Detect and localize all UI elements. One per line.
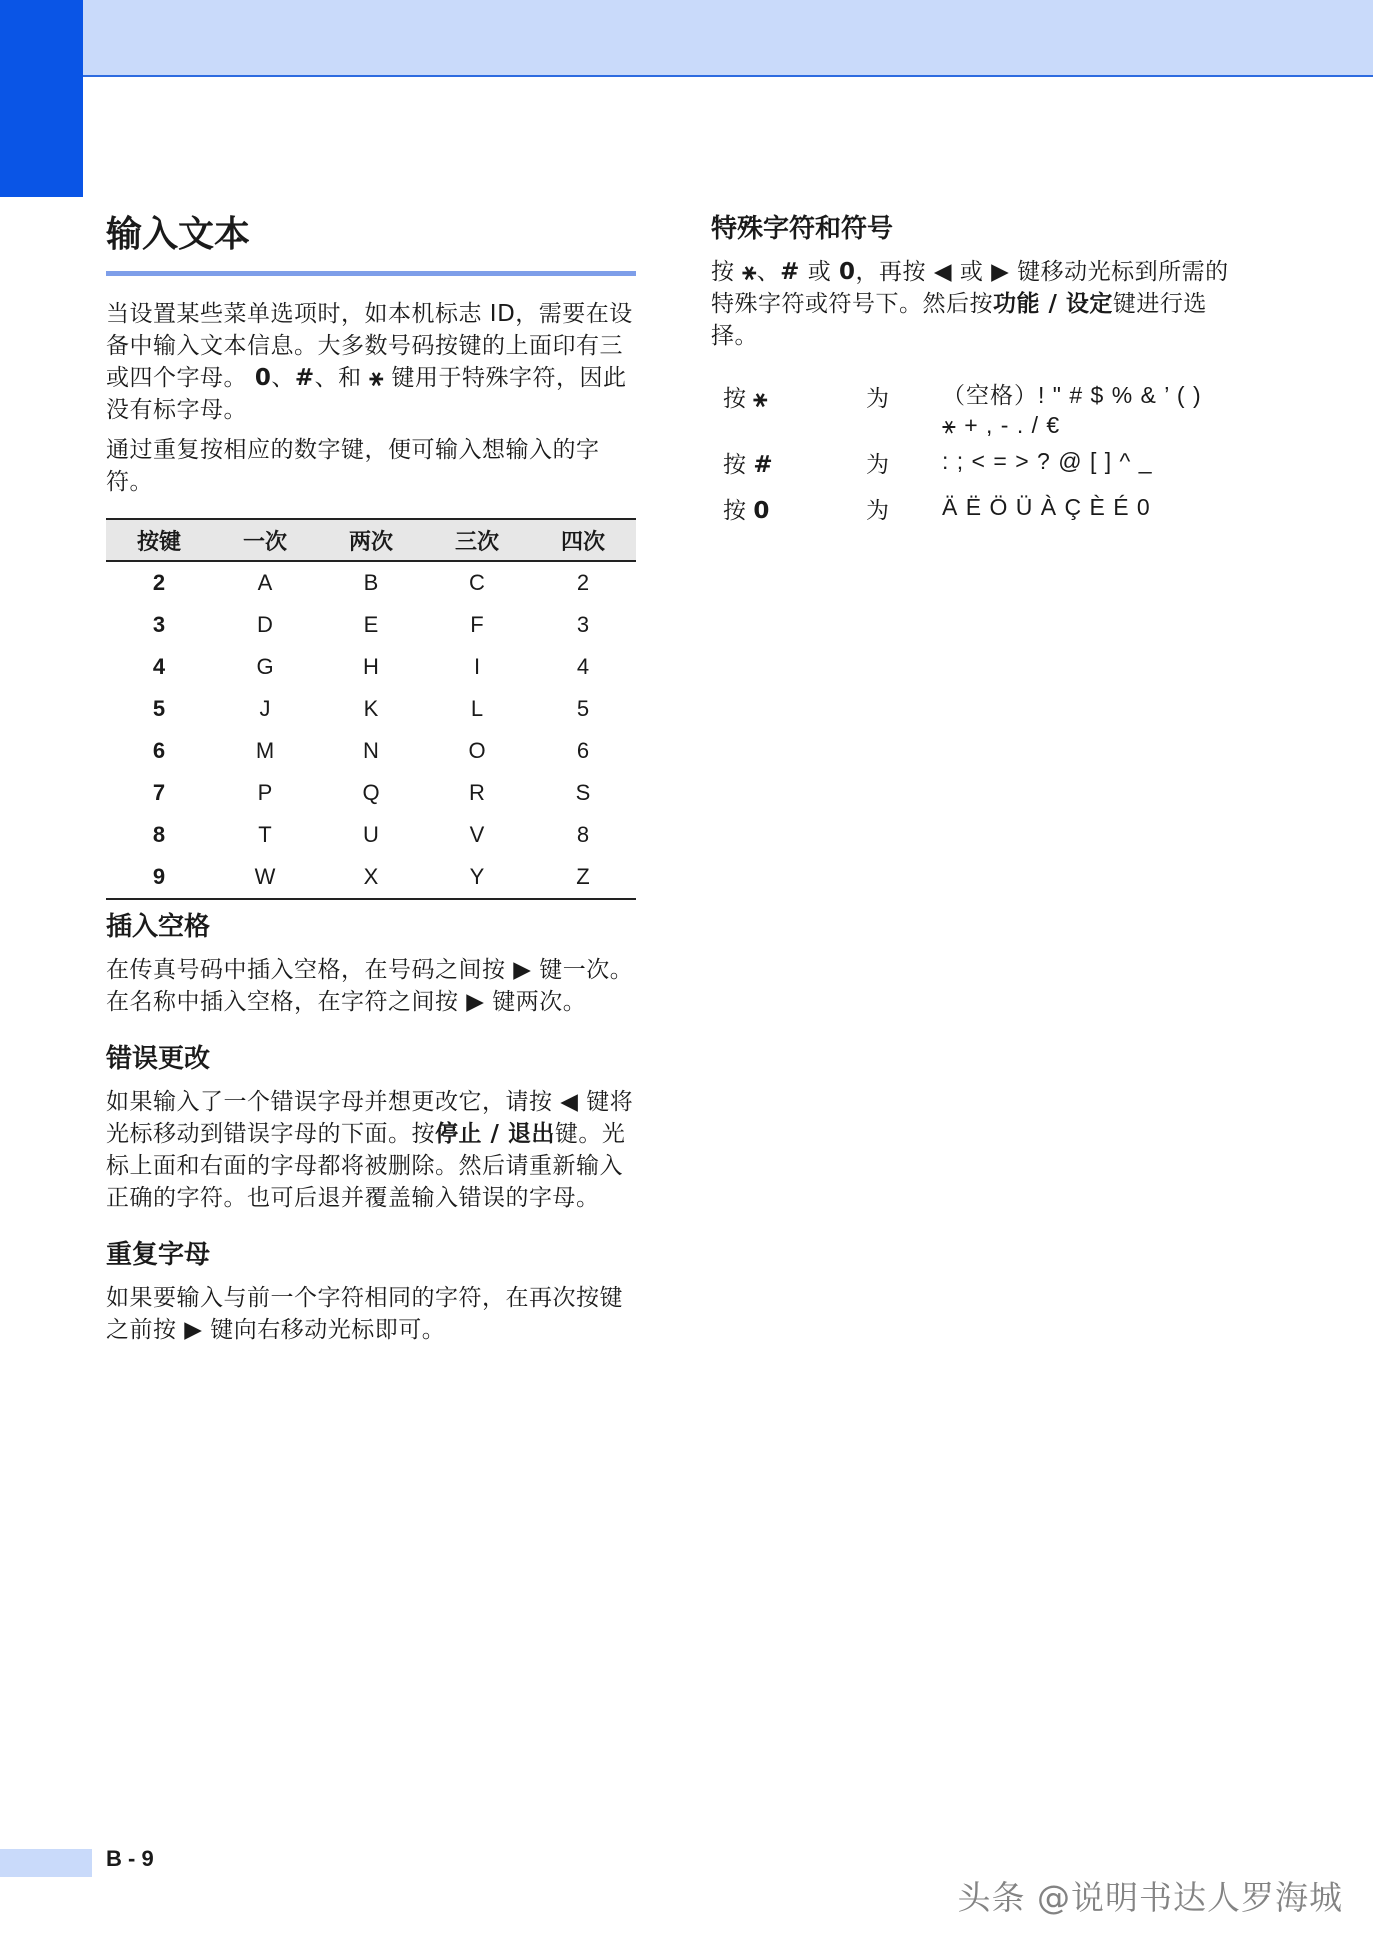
corrections-heading: 错误更改 bbox=[106, 1044, 211, 1074]
key-star: ⚹ bbox=[742, 259, 757, 285]
table-row: 5 J K L 5 bbox=[152, 696, 590, 721]
symbol-table bbox=[711, 380, 1251, 532]
key-hash: # bbox=[780, 259, 800, 285]
table-header: 一次 bbox=[212, 519, 318, 561]
insert-space-heading: 插入空格 bbox=[106, 912, 211, 942]
table-row: 6 M N O 6 bbox=[152, 738, 590, 763]
repeating-text: 如果要输入与前一个字符相同的字符，在再次按键之前按 ▶ 键向右移动光标即可。 bbox=[106, 1285, 623, 1343]
special-chars-heading: 特殊字符和符号 bbox=[711, 214, 894, 244]
page-number: B - 9 bbox=[106, 1846, 154, 1871]
right-column bbox=[711, 210, 1251, 538]
table-row: 4 G H I 4 bbox=[152, 654, 590, 679]
table-row: 3 D E F 3 bbox=[152, 612, 590, 637]
symbol-row: 按 ⚹ 为 （空格）! " # $ % & ’ ( ) ⚹ + , - . / € bbox=[723, 382, 1202, 438]
chapter-tab bbox=[0, 0, 83, 197]
function-set-key: 功能 / 设定 bbox=[993, 291, 1113, 317]
intro-paragraph: 当设置某些菜单选项时，如本机标志 ID，需要在设备中输入文本信息。大多数号码按键的上面印有三或四个字母。 0、#、和 ⚹ 键用于特殊字符，因此没有标字母。 bbox=[106, 301, 633, 423]
table-header: 按键 bbox=[106, 519, 212, 561]
table-row: 9 W X Y Z bbox=[106, 856, 636, 899]
special-chars-text: 按 ⚹、# 或 0，再按 ◀ 或 ▶ 键移动光标到所需的特殊字符或符号下。然后按功能 / 设定键进行选择。 bbox=[711, 259, 1229, 349]
symbol-row: 按 0 为 Ä Ë Ö Ü À Ç È É 0 bbox=[723, 494, 1151, 524]
key-zero: 0 bbox=[839, 259, 856, 285]
symbol-row: 按 # 为 : ; < = > ? @ [ ] ^ _ bbox=[723, 448, 1153, 478]
page-number-tab bbox=[0, 1849, 92, 1877]
corrections-text: 如果输入了一个错误字母并想更改它，请按 ◀ 键将光标移动到错误字母的下面。按停止 / 退出键。光标上面和右面的字母都将被删除。然后请重新输入正确的字符。也可后退并覆盖输入错误的字母。 bbox=[106, 1089, 634, 1211]
table-header: 两次 bbox=[318, 519, 424, 561]
table-row: 2 A B C 2 bbox=[152, 570, 590, 595]
stop-exit-key: 停止 / 退出 bbox=[435, 1121, 555, 1147]
header-band bbox=[82, 0, 1373, 77]
watermark: 头条 @说明书达人罗海城 bbox=[957, 1878, 1343, 1917]
intro-paragraph-2: 通过重复按相应的数字键，便可输入想输入的字符。 bbox=[106, 437, 600, 495]
page-title: 输入文本 bbox=[106, 205, 636, 276]
key-zero: 0 bbox=[254, 365, 272, 391]
key-hash: # bbox=[294, 365, 315, 391]
table-row: 8 T U V 8 bbox=[152, 822, 590, 847]
key-letter-table bbox=[106, 518, 636, 900]
table-header: 三次 bbox=[424, 519, 530, 561]
left-column bbox=[106, 205, 636, 1346]
insert-space-text: 在传真号码中插入空格，在号码之间按 ▶ 键一次。在名称中插入空格，在字符之间按 ▶ 键两次。 bbox=[106, 957, 634, 1015]
table-row: 7 P Q R S bbox=[152, 780, 591, 805]
key-star: ⚹ bbox=[369, 365, 384, 391]
table-header: 四次 bbox=[530, 519, 636, 561]
repeating-heading: 重复字母 bbox=[106, 1240, 211, 1270]
